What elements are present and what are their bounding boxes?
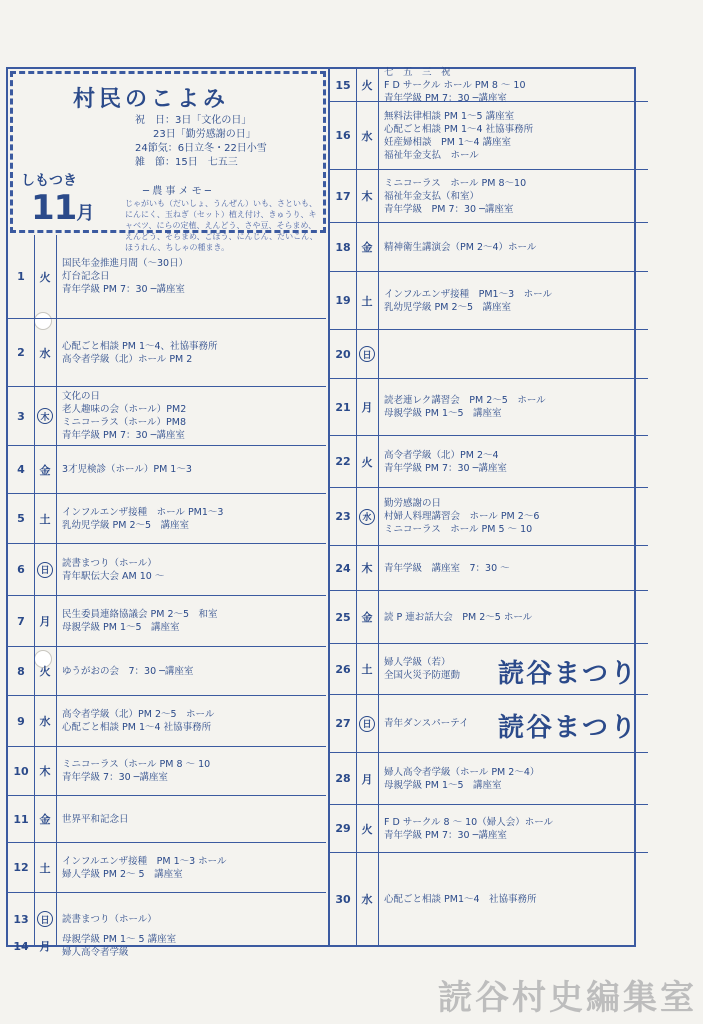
event-item: 婦人学級 PM 2～ 5 講座室 [62,868,183,880]
event-item: 心配ごと相談 PM 1～4 社協事務所 [384,123,534,135]
event-item: インフルエンザ接種 PM1～3 ホール [384,288,552,300]
day-number: 6 [8,544,35,595]
holiday-circle-weekday: 日 [359,716,375,732]
event-list [384,379,644,435]
month-old-name: しもつき [21,173,77,189]
weekday: 火 [356,69,379,101]
event-item: 青年学級 PM 7：30 ─講座室 [384,462,507,474]
event-item: 文化の日 [62,391,101,402]
event-item: 心配ごと相談 PM 1～4 社協事務所 [62,722,212,733]
event-list [62,319,322,386]
day-row [330,753,648,805]
day-number: 1 [8,235,35,318]
event-item: インフルエンザ接種 ホール PM1～3 [62,506,224,518]
day-number: 21 [330,379,357,435]
day-row [8,796,326,843]
day-row [330,330,648,379]
event-item: 読書まつり（ホール） [62,557,157,569]
event-item: 全国火災予防運動 [384,670,461,681]
holiday-line: 祝 日：3日「文化の日」 [135,115,252,126]
event-item: 七 五 三 祝 [384,66,451,78]
weekday: 木 [356,170,379,222]
memo-title: ─ 農 事 メ モ ─ [143,186,211,197]
day-row [8,647,326,696]
weekday: 土 [34,494,57,543]
weekday: 金 [356,223,379,271]
event-item: ゆうがおの会 7：30 ─講座室 [62,665,194,677]
event-list [62,647,322,695]
event-list [62,747,322,795]
day-row [330,66,648,104]
event-item: 青年学級 PM 7：30 ─講座室 [384,829,507,841]
day-row [330,591,648,644]
event-list [384,591,644,643]
event-item: 世界平和記念日 [62,813,129,825]
event-list [384,753,644,804]
day-row [8,446,326,494]
festival-label: 読谷まつり [497,658,638,689]
event-list [384,805,644,852]
weekday: 水 [356,102,379,169]
event-item: 無料法律相談 PM 1～5 講座室 [384,110,515,122]
event-list [62,235,322,318]
day-number: 3 [8,387,35,445]
event-list [384,102,644,169]
day-row [330,379,648,436]
day-number: 2 [8,319,35,386]
event-list [62,544,322,595]
weekday [34,544,57,595]
day-number: 22 [330,436,357,487]
weekday: 金 [34,446,57,493]
event-item: 心配ごと相談 PM 1～4、社協事務所 [62,340,218,352]
holiday-line: 24節気：6日立冬・22日小雪 [135,143,267,154]
day-number: 7 [8,596,35,646]
weekday: 水 [356,853,379,945]
event-item: 青年学級 PM 7：30 ─講座室 [384,203,514,215]
weekday [356,330,379,378]
day-number: 5 [8,494,35,543]
day-number: 15 [330,69,357,101]
event-item: F D サークル 8 ～ 10（婦人会）ホール [384,816,554,828]
event-item: 婦人高令者学級 [62,947,129,958]
event-item: 福祉年金支払 ホール [384,149,479,161]
weekday [34,387,57,445]
event-item: 村婦人料理講習会 ホール PM 2～6 [384,511,540,522]
day-row [330,272,648,330]
event-list [62,387,322,445]
holiday-line: 23日「勤労感謝の日」 [153,129,256,140]
day-number: 24 [330,546,357,590]
day-row [330,695,648,753]
day-row [8,747,326,796]
weekday: 土 [34,843,57,892]
day-row [8,387,326,446]
day-row [330,170,648,223]
event-item: 母親学級 PM 1～ 5 講座室 [62,934,177,945]
day-number: 30 [330,853,357,945]
day-number: 27 [330,695,357,752]
day-number: 10 [8,747,35,795]
day-row [8,544,326,596]
day-row [8,596,326,647]
day-row [8,319,326,387]
day-number: 19 [330,272,357,329]
calendar-frame: 村民のこよみ 祝 日：3日「文化の日」 23日「勤労感謝の日」 24節気：6日立冬・22日小雪 雑 節：15日 七五三 しもつき 11月 ─ 農 事 メ モ ─ じゃがいも（だいしょ、うんぜん）いも、さといも、にんにく、玉ねぎ（セット）植え付け、きゅうり、キャベツ、にらの定植、えんどう、さや豆、そらまめ、えんどう、そらまめ、ごぼう、にんじん、だいこん、ほうれん、ちしゃの種まき。 1 火 国民年金推進月間（～30日） 灯台記念日 青年学級 PM 7：30 ─講座室 2 水 心配ごと相談 PM 1～4、社協事務所 高令者学級（北）ホール PM 2 3 木 文化の日 老人趣味の会（ホール）PM2 ミニコーラス（ホール）PM8 青年学級 PM 7：30 ─講座室 4 金 3才児検診（ホール）PM 1～3 5 土 インフルエンザ接種 ホール PM1～3 乳幼児学級 PM 2～5 講座室 6 日 読書まつり（ホール） 青年駅伝大会 AM 10 ～ 7 月 民生委員連絡協議会 PM 2～5 和室 母親学級 PM 1～5 講座室 8 火 ゆうがおの会 7：30 ─講座室 9 水 高令者学級（北）PM 2～5 ホール 心配ごと相談 PM 1～4 社協事務所 10 木 ミニコーラス（ホール PM 8 ～ 10 青年学級 7：30 ─講座室 11 金 世界平和記念日 12 土 インフルエンザ接種 PM 1～3 ホール 婦人学級 PM 2～ 5 講座室 13 日 読書まつり（ホール） 14 月 母親学級 PM 1～ 5 講座室 婦人高令者学級 15 火 七 五 三 祝 F D サークル ホール PM 8 ～ 10 青年学級 PM 7：30 ─講座室 16 水 無料法律相談 PM 1～5 講座室 心配ごと相談 PM 1～4 社協事務所 妊産婦相談 PM 1～4 講座室 福祉年金支払 ホール 17 木 ミニコーラス ホール PM 8～10 福祉年金支払（和室） 青年学級 PM 7：30 ─講座室 18 金 精神衛生講演会（PM 2～4）ホール 19 土 インフルエンザ接種 PM1～3 ホール 乳幼児学級 PM 2～5 講座室 20 日 21 月 読老連レク講習会 PM 2～5 ホール 母親学級 PM 1～5 講座室 22 火 高令者学級（北）PM 2～4 青年学級 PM 7：30 ─講座室 23 水 勤労感謝の日 村婦人料理講習会 ホール PM 2～6 ミニコーラス ホール PM 5 ～ 10 24 木 青年学級 講座室 7：30 ～ 25 金 読 P 連お話大会 PM 2～5 ホール 26 土 婦人学級（若） 全国火災予防運動 読谷まつり 27 日 青年ダンスパーテイ 読谷まつり 28 月 婦人高令者学級（ホール PM 2～4） 母親学級 PM 1～5 講座室 29 火 F D サークル 8 ～ 10（婦人会）ホール 青年学級 PM 7：30 ─講座室 30 水 心配ごと相談 PM1～4 社協事務所 [6,67,636,947]
day-number: 17 [330,170,357,222]
event-list [384,488,644,545]
event-list [62,843,322,892]
event-item: 婦人高令者学級（ホール PM 2～4） [384,766,540,778]
weekday: 木 [356,546,379,590]
event-item: 青年学級 PM 7：30 ─講座室 [62,284,185,295]
event-item: 乳幼児学級 PM 2～5 講座室 [62,519,190,531]
event-item: 高令者学級（北）PM 2～4 [384,449,499,461]
event-item: 青年駅伝大会 AM 10 ～ [62,570,165,582]
event-item: 乳幼児学級 PM 2～5 講座室 [384,301,512,313]
event-list [384,223,644,271]
event-item: 高令者学級（北）PM 2～5 ホール [62,709,215,720]
event-item: 妊産婦相談 PM 1～4 講座室 [384,136,512,148]
month-number: 11 [31,188,77,228]
day-number: 26 [330,644,357,694]
weekday: 土 [356,272,379,329]
event-item: F D サークル ホール PM 8 ～ 10 [384,79,526,91]
event-item: 青年ダンスパーテイ [384,718,469,729]
day-row [330,436,648,488]
page-title: 村民のこよみ [73,87,230,112]
day-number: 18 [330,223,357,271]
weekday: 火 [356,436,379,487]
weekday: 月 [356,753,379,804]
month-unit: 月 [76,203,94,224]
festival-label: 読谷まつり [497,713,638,743]
day-number: 12 [8,843,35,892]
event-item: 国民年金推進月間（～30日） [62,258,189,269]
event-list [62,446,322,493]
weekday: 土 [356,644,379,694]
event-list [62,596,322,646]
day-row [8,696,326,747]
event-item: インフルエンザ接種 PM 1～3 ホール [62,855,227,867]
event-item: 読 P 連お話大会 PM 2～5 ホール [384,611,533,623]
event-item: 婦人学級（若） [384,657,451,668]
weekday [356,695,379,752]
day-row [330,853,648,945]
weekday: 水 [34,319,57,386]
day-row [330,805,648,853]
month-label [31,188,93,228]
event-item: 読老連レク講習会 PM 2～5 ホール [384,395,546,406]
day-row [330,488,648,546]
event-item: 青年学級 PM 7：30 ─講座室 [384,92,507,104]
event-list [384,272,644,329]
holiday-circle-weekday: 日 [37,562,53,578]
event-list [62,696,322,746]
event-list [62,796,322,842]
day-row [330,102,648,170]
day-row [330,223,648,272]
event-item: 読書まつり（ホール） [62,913,157,925]
event-list [384,546,644,590]
weekday: 金 [356,591,379,643]
event-list [384,853,644,945]
day-row [8,843,326,893]
day-number: 8 [8,647,35,695]
event-item: 灯台記念日 [62,271,110,282]
day-number: 4 [8,446,35,493]
weekday: 木 [34,747,57,795]
event-item: 精神衛生講演会（PM 2～4）ホール [384,241,537,253]
event-list [384,170,644,222]
event-item: 老人趣味の会（ホール）PM2 [62,404,187,415]
event-item: 勤労感謝の日 [384,498,442,509]
event-item: ミニコーラス（ホール）PM8 [62,417,186,428]
header-box [10,71,326,252]
weekday [356,488,379,545]
event-item: ミニコーラス ホール PM 8～10 [384,177,527,189]
event-item: 心配ごと相談 PM1～4 社協事務所 [384,893,537,905]
event-item: 民生委員連絡協議会 PM 2～5 和室 [62,609,218,620]
weekday: 火 [34,647,57,695]
holiday-line: 雑 節：15日 七五三 [135,157,238,168]
day-number: 29 [330,805,357,852]
day-number: 23 [330,488,357,545]
event-item: ミニコーラス ホール PM 5 ～ 10 [384,524,533,535]
event-item: 青年学級 PM 7：30 ─講座室 [62,430,185,441]
weekday: 金 [34,796,57,842]
day-number: 13 [8,893,35,945]
event-item: 青年学級 7：30 ─講座室 [62,772,168,783]
day-row [8,494,326,544]
event-item: 福祉年金支払（和室） [384,190,480,202]
day-row [330,546,648,591]
day-number: 16 [330,102,357,169]
weekday: 水 [34,696,57,746]
event-item: 母親学級 PM 1～5 講座室 [384,408,502,419]
weekday: 火 [34,235,57,318]
weekday: 火 [356,805,379,852]
day-number: 20 [330,330,357,378]
day-number: 9 [8,696,35,746]
day-row [8,235,326,319]
event-item: ミニコーラス（ホール PM 8 ～ 10 [62,759,211,770]
farm-memo: じゃがいも（だいしょ、うんぜん）いも、さといも、にんにく、玉ねぎ（セット）植え付け、きゅうり、キャベツ、にらの定植、えんどう、さや豆、そらまめ、えんどう、そらまめ、ごぼう、にんじん、だいこん、ほうれん、ちしゃの種まき。 [125,199,318,252]
event-item: 母親学級 PM 1～5 講座室 [62,622,180,633]
event-list [384,436,644,487]
event-list [62,494,322,543]
holiday-circle-weekday: 日 [37,911,53,927]
event-item: 母親学級 PM 1～5 講座室 [384,779,502,791]
weekday: 月 [356,379,379,435]
day-number: 28 [330,753,357,804]
event-item: 高令者学級（北）ホール PM 2 [62,353,193,365]
day-number: 11 [8,796,35,842]
holiday-circle-weekday: 日 [359,346,375,362]
holiday-list [135,114,267,170]
day-row [330,644,648,695]
event-item: 青年学級 講座室 7：30 ～ [384,562,510,574]
holiday-circle-weekday: 木 [37,408,53,424]
weekday: 月 [34,596,57,646]
event-list [384,66,644,104]
event-list [384,330,644,378]
event-item: 3才児検診（ホール）PM 1～3 [62,464,192,475]
holiday-circle-weekday: 水 [359,509,375,525]
watermark: 読谷村史編集室 [438,978,697,1018]
day-number: 25 [330,591,357,643]
